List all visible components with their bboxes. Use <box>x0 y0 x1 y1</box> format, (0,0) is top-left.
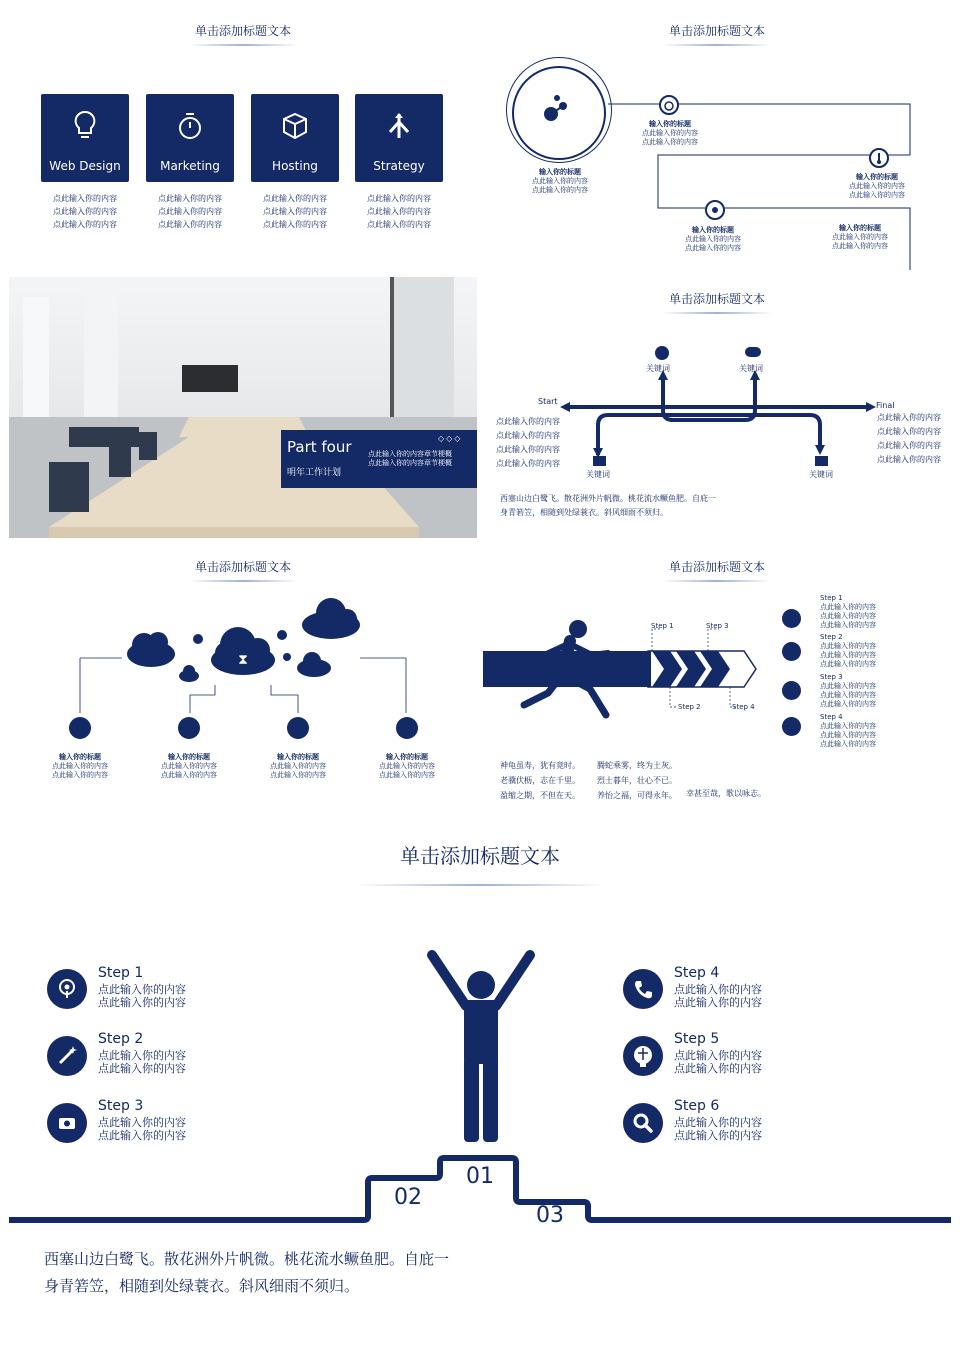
node-stopwatch <box>659 95 679 115</box>
panel5-title: 单击添加标题文本 <box>194 560 291 574</box>
card-caption: 点此输入你的内容 点此输入你的内容 点此输入你的内容 <box>367 194 431 229</box>
step-content: 点此输入你的内容 点此输入你的内容 <box>98 1116 186 1142</box>
title-underline <box>662 44 772 46</box>
side-step: Step 3 点此输入你的内容 点此输入你的内容 点此输入你的内容 <box>820 673 876 708</box>
podium-poem: 西塞山边白鹭飞。散花洲外片帆微。桃花流水鳜鱼肥。自庇一 身青箬笠，相随到处绿蓑衣。斜风细雨不须归。 <box>44 1250 450 1295</box>
part-subtitle: 明年工作计划 <box>287 468 342 478</box>
arrow-step-label: Step 2 <box>678 703 701 711</box>
photo-furniture <box>9 277 477 538</box>
podium-first: 01 <box>466 1164 494 1189</box>
cloud-caption: 输入你的标题 点此输入你的内容 点此输入你的内容 <box>161 753 217 779</box>
podcast-icon <box>782 609 801 628</box>
step-label: Step 5 <box>674 1031 720 1047</box>
node-caption: 输入你的标题 点此输入你的内容 点此输入你的内容 <box>642 120 698 146</box>
hub-ring <box>506 57 612 163</box>
node-caption: 输入你的标题 点此输入你的内容 点此输入你的内容 <box>685 226 741 252</box>
cloud-caption: 输入你的标题 点此输入你的内容 点此输入你的内容 <box>379 753 435 779</box>
step-content: 点此输入你的内容 点此输入你的内容 <box>674 1049 762 1075</box>
keyword-label: 关键词 <box>739 364 763 373</box>
poem-col-3: 幸甚至哉，歌以咏志。 <box>686 789 766 798</box>
pill-icon <box>396 717 418 739</box>
stopwatch-icon <box>176 110 204 142</box>
poem-col-2: 腾蛇乘雾，终为土灰。 烈士暮年，壮心不已。 养怡之福，可得永年。 <box>597 761 677 800</box>
arrow-step-label: Step 1 <box>651 622 674 630</box>
step-label: Step 3 <box>98 1098 144 1114</box>
left-content-list: 点此输入你的内容 点此输入你的内容 点此输入你的内容 点此输入你的内容 <box>496 417 560 468</box>
step-label: Step 1 <box>98 965 144 981</box>
poem-text: 西塞山边白鹭飞。散花洲外片帆微。桃花流水鳜鱼肥。自庇一 身青箬笠，相随到处绿蓑衣。斜风细雨不须归。 <box>500 494 716 517</box>
podium-third: 03 <box>536 1203 564 1228</box>
node-thermometer <box>869 148 889 168</box>
podcast-icon <box>47 969 87 1009</box>
podium-title: 单击添加标题文本 <box>400 844 560 868</box>
phone-icon <box>623 969 663 1009</box>
fork-icon <box>385 110 413 142</box>
title-underline <box>662 580 772 582</box>
search-icon <box>623 1103 663 1143</box>
side-step: Step 2 点此输入你的内容 点此输入你的内容 点此输入你的内容 <box>820 633 876 668</box>
magic-wand-icon <box>47 1036 87 1076</box>
card-caption: 点此输入你的内容 点此输入你的内容 点此输入你的内容 <box>263 194 327 229</box>
wand-icon <box>782 717 801 736</box>
title-underline <box>188 580 298 582</box>
step-content: 点此输入你的内容 点此输入你的内容 <box>98 1049 186 1075</box>
card-label: Hosting <box>272 159 318 173</box>
card-strategy[interactable] <box>355 94 443 182</box>
title-underline <box>662 312 772 314</box>
search-icon <box>782 681 801 700</box>
card-label: Strategy <box>373 159 425 173</box>
brain-icon <box>623 1036 663 1076</box>
cloud-icon <box>745 347 761 357</box>
arrow-step-label: Step 4 <box>732 703 755 711</box>
keyword-label: 关键词 <box>646 364 670 373</box>
panel-photo <box>9 277 477 538</box>
camera-icon <box>815 456 828 466</box>
card-caption: 点此输入你的内容 点此输入你的内容 点此输入你的内容 <box>53 194 117 229</box>
cloud-diagram <box>60 595 440 735</box>
card-caption: 点此输入你的内容 点此输入你的内容 点此输入你的内容 <box>158 194 222 229</box>
keyword-label: 关键词 <box>586 470 610 479</box>
diamond-icon: ◇◇◇ <box>438 434 463 443</box>
card-marketing[interactable] <box>146 94 234 182</box>
part-overlay <box>281 430 477 488</box>
step-label: Step 4 <box>674 965 720 981</box>
panel2-title: 单击添加标题文本 <box>668 24 765 38</box>
card-label: Marketing <box>160 159 220 173</box>
pen-icon <box>69 717 91 739</box>
cloud-caption: 输入你的标题 点此输入你的内容 点此输入你的内容 <box>270 753 326 779</box>
part-title: Part four <box>287 438 352 456</box>
card-label: Web Design <box>49 159 121 173</box>
step-content: 点此输入你的内容 点此输入你的内容 <box>674 1116 762 1142</box>
arrow-step-label: Step 3 <box>706 622 729 630</box>
card-web-design[interactable] <box>41 94 129 182</box>
weather-icon <box>707 202 723 218</box>
title-underline <box>188 44 298 46</box>
thermometer-icon <box>871 150 887 166</box>
cloud-caption: 输入你的标题 点此输入你的内容 点此输入你的内容 <box>52 753 108 779</box>
step-content: 点此输入你的内容 点此输入你的内容 <box>674 983 762 1009</box>
title-underline <box>354 884 606 886</box>
keyword-label: 关键词 <box>809 470 833 479</box>
side-step: Step 1 点此输入你的内容 点此输入你的内容 点此输入你的内容 <box>820 594 876 629</box>
lightbulb-icon <box>71 110 99 142</box>
card-hosting[interactable] <box>251 94 339 182</box>
node-caption: 输入你的标题 点此输入你的内容 点此输入你的内容 <box>832 224 888 250</box>
podium-second: 02 <box>394 1185 422 1210</box>
poem-col-1: 神龟虽寿，犹有竟时。 老骥伏枥，志在千里。 盈缩之期，不但在天。 <box>500 761 580 800</box>
panel4-title: 单击添加标题文本 <box>668 292 765 306</box>
node-caption: 输入你的标题 点此输入你的内容 点此输入你的内容 <box>849 173 905 199</box>
cube-icon <box>281 110 309 142</box>
brain-icon <box>782 642 801 661</box>
step-label: Step 2 <box>98 1031 144 1047</box>
right-content-list: 点此输入你的内容 点此输入你的内容 点此输入你的内容 点此输入你的内容 <box>877 413 941 464</box>
svg-text:⧗: ⧗ <box>238 652 248 668</box>
presentation-icon <box>178 717 200 739</box>
camera-icon <box>593 456 606 466</box>
panel6-title: 单击添加标题文本 <box>668 560 765 574</box>
hub-caption: 输入你的标题 点此输入你的内容 点此输入你的内容 <box>532 168 588 194</box>
part-desc: 点此输入你的内容章节梗概点此输入你的内容章节梗概 <box>368 450 452 467</box>
final-label: Final <box>876 401 895 410</box>
start-label: Start <box>538 397 558 406</box>
check-icon <box>655 346 669 360</box>
node-weather <box>705 200 725 220</box>
panel1-title: 单击添加标题文本 <box>194 24 291 38</box>
cloud-upload-icon <box>287 717 309 739</box>
side-step: Step 4 点此输入你的内容 点此输入你的内容 点此输入你的内容 <box>820 713 876 748</box>
step-content: 点此输入你的内容 点此输入你的内容 <box>98 983 186 1009</box>
camera-icon <box>47 1103 87 1143</box>
stopwatch-icon <box>661 97 677 113</box>
step-label: Step 6 <box>674 1098 720 1114</box>
runner-banner <box>480 615 770 725</box>
